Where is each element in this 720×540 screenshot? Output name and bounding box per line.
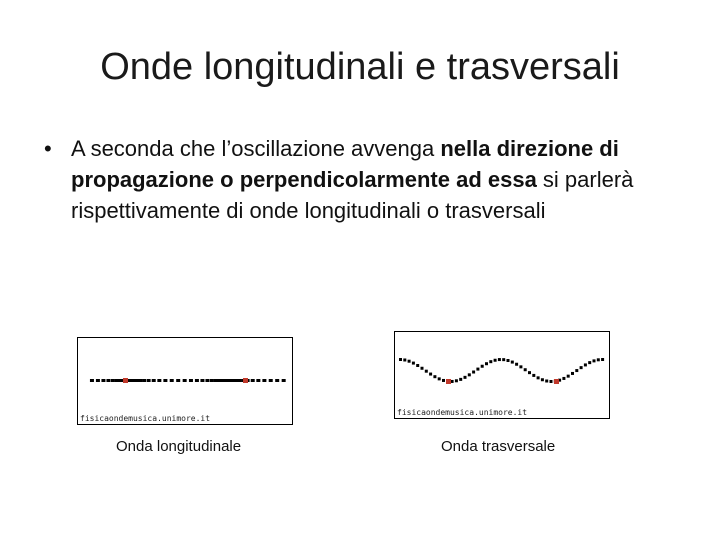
transverse-particle	[580, 366, 583, 369]
transverse-particle	[464, 376, 467, 379]
transverse-particle	[476, 368, 479, 371]
longitudinal-particle	[205, 379, 209, 382]
transverse-particle	[408, 360, 411, 363]
transverse-particle	[537, 376, 540, 379]
longitudinal-particle	[152, 379, 156, 382]
transverse-particle	[575, 369, 578, 372]
transverse-particle	[584, 363, 587, 366]
transverse-wave-figure	[394, 331, 610, 419]
transverse-particle	[425, 370, 428, 373]
transverse-particle	[571, 372, 574, 375]
transverse-particle	[416, 364, 419, 367]
transverse-particle	[524, 368, 527, 371]
bullet-text	[71, 133, 684, 226]
longitudinal-figure-credit: fisicaondemusica.unimore.it	[80, 414, 211, 423]
transverse-particle	[498, 358, 501, 361]
bullet-text-part-1: A seconda che l’oscillazione avvenga	[71, 136, 441, 161]
longitudinal-particle	[111, 379, 115, 382]
transverse-particle	[455, 379, 458, 382]
longitudinal-particle	[106, 379, 110, 382]
transverse-particle	[494, 359, 497, 362]
bullet-paragraph	[44, 133, 684, 226]
transverse-particle	[515, 363, 518, 366]
longitudinal-wave-diagram	[78, 338, 292, 424]
transverse-particle	[442, 379, 445, 382]
transverse-wave-diagram	[395, 332, 609, 418]
longitudinal-particle	[147, 379, 151, 382]
transverse-particle	[502, 358, 505, 361]
longitudinal-particle	[237, 379, 241, 382]
longitudinal-wave-figure	[77, 337, 293, 425]
transverse-particle	[412, 362, 415, 365]
transverse-highlight-particle	[554, 379, 559, 384]
transverse-highlight-particle	[446, 379, 451, 384]
longitudinal-particle	[135, 379, 139, 382]
longitudinal-particle	[101, 379, 105, 382]
transverse-particle	[472, 371, 475, 374]
longitudinal-particle	[90, 379, 94, 382]
transverse-particle	[562, 377, 565, 380]
transverse-particle	[438, 377, 441, 380]
longitudinal-particle	[256, 379, 260, 382]
transverse-particle	[528, 371, 531, 374]
transverse-particle	[511, 361, 514, 364]
longitudinal-particle	[142, 379, 146, 382]
longitudinal-highlight-particle	[243, 378, 248, 383]
longitudinal-particle	[262, 379, 266, 382]
transverse-particle	[429, 373, 432, 376]
transverse-particle	[421, 367, 424, 370]
longitudinal-particle	[170, 379, 174, 382]
transverse-particle	[485, 362, 488, 365]
transverse-particle	[481, 365, 484, 368]
longitudinal-particle	[282, 379, 286, 382]
transverse-caption: Onda trasversale	[441, 438, 556, 455]
transverse-particle	[597, 358, 600, 361]
transverse-particle	[601, 358, 604, 361]
longitudinal-particle	[210, 379, 214, 382]
transverse-particle	[468, 373, 471, 376]
transverse-particle	[545, 379, 548, 382]
transverse-particle	[593, 359, 596, 362]
bullet-text-part-3: si parlerà rispettivamente di onde longitudinali o trasversali	[71, 167, 634, 223]
transverse-particle	[459, 378, 462, 381]
longitudinal-particle	[96, 379, 100, 382]
transverse-particle	[550, 380, 553, 383]
bullet-bold-perpendicular: o perpendicolarmente ad essa	[220, 167, 537, 192]
longitudinal-particle	[157, 379, 161, 382]
longitudinal-particle	[251, 379, 255, 382]
longitudinal-particle	[163, 379, 167, 382]
transverse-particle	[399, 358, 402, 361]
transverse-particle	[567, 375, 570, 378]
transverse-particle	[433, 375, 436, 378]
transverse-particle	[541, 378, 544, 381]
longitudinal-particle	[138, 379, 142, 382]
transverse-particle	[532, 374, 535, 377]
transverse-particle	[403, 358, 406, 361]
transverse-particle	[519, 365, 522, 368]
longitudinal-caption: Onda longitudinale	[116, 438, 242, 455]
longitudinal-particle	[195, 379, 199, 382]
longitudinal-highlight-particle	[123, 378, 128, 383]
transverse-particle	[489, 360, 492, 363]
longitudinal-particle	[200, 379, 204, 382]
longitudinal-particle	[176, 379, 180, 382]
slide-title: Onde longitudinali e trasversali	[100, 46, 620, 88]
bullet-bold-direction: nella direzione di propagazione	[71, 136, 619, 192]
transverse-figure-credit: fisicaondemusica.unimore.it	[397, 408, 528, 417]
longitudinal-particle	[183, 379, 187, 382]
longitudinal-particle	[189, 379, 193, 382]
longitudinal-particle	[234, 379, 238, 382]
transverse-particle	[451, 380, 454, 383]
longitudinal-particle	[275, 379, 279, 382]
longitudinal-particle	[269, 379, 273, 382]
transverse-particle	[588, 361, 591, 364]
bullet-marker: •	[44, 136, 52, 161]
transverse-particle	[507, 359, 510, 362]
